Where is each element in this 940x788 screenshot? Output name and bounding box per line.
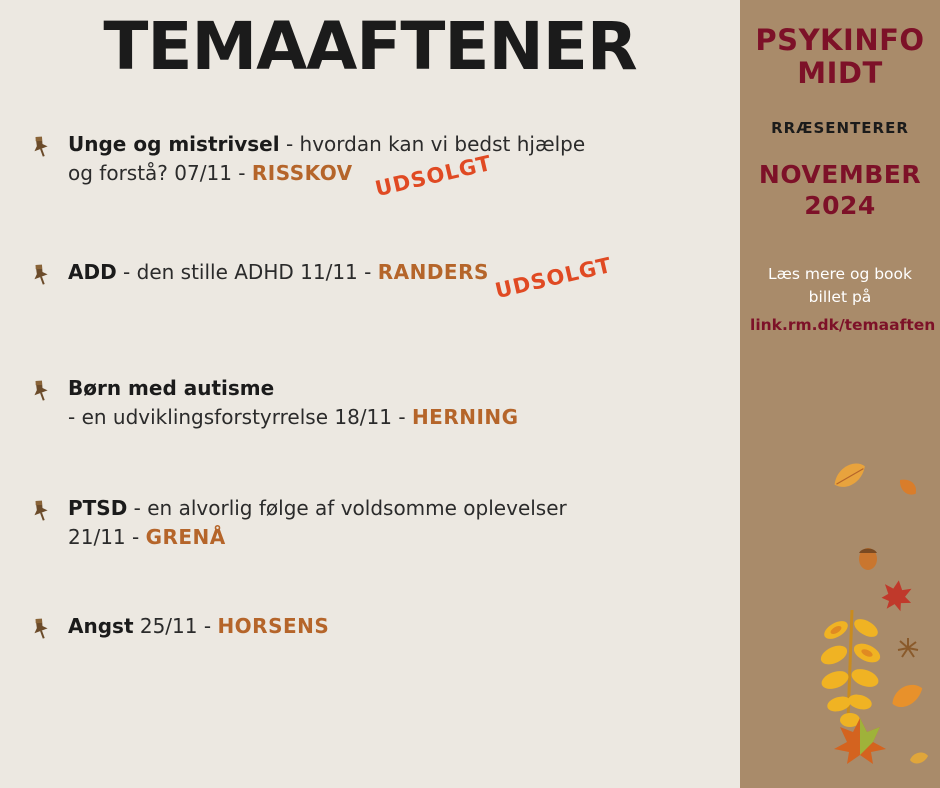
event-desc: 25/11 -: [133, 614, 218, 638]
event-city: RISSKOV: [251, 161, 353, 185]
event-desc-2: 21/11 -: [68, 525, 146, 549]
month-label: [740, 159, 940, 222]
event-desc-2: og forstå? 07/11 -: [68, 161, 252, 185]
event-line-1: [68, 130, 740, 159]
year-label: 2024: [804, 190, 876, 220]
event-line-1: [68, 374, 740, 403]
presents-label: RRÆSENTERER: [771, 118, 909, 137]
pushpin-icon: [26, 376, 54, 404]
event-desc-2: - en udviklingsforstyrrelse 18/11 -: [68, 405, 412, 429]
sidebar: [740, 0, 940, 788]
event-line-2: [68, 403, 740, 432]
pushpin-icon: [26, 614, 54, 642]
event-line-1: [68, 494, 740, 523]
page-title: TEMAAFTENER: [103, 8, 637, 85]
list-item[interactable]: [26, 130, 740, 202]
list-item[interactable]: [26, 252, 740, 304]
event-title: Angst: [68, 614, 134, 638]
list-item[interactable]: [26, 374, 740, 432]
event-desc: - en alvorlig følge af voldsomme oplevelser: [127, 496, 567, 520]
event-line-1: [68, 258, 740, 287]
event-desc: - den stille ADHD 11/11 -: [116, 260, 378, 284]
event-city: HERNING: [411, 405, 519, 429]
event-title: ADD: [68, 260, 117, 284]
booking-info: [740, 263, 940, 337]
status-badge: UDSOLGT: [492, 252, 615, 304]
event-city: HORSENS: [217, 614, 330, 638]
events-list: [0, 130, 740, 658]
pushpin-icon: [26, 260, 54, 288]
brand-line-1: PSYKINFO: [755, 23, 925, 57]
event-title: PTSD: [68, 496, 128, 520]
event-line-1: [68, 612, 740, 641]
list-item[interactable]: [26, 494, 740, 552]
event-city: RANDERS: [377, 260, 489, 284]
booking-line-1: Læs mere og book: [767, 265, 913, 284]
pushpin-icon: [26, 132, 54, 160]
brand-line-2: MIDT: [797, 56, 883, 91]
event-city: GRENÅ: [145, 525, 226, 549]
event-title: Børn med autisme: [68, 376, 275, 400]
booking-link[interactable]: link.rm.dk/temaaften: [750, 315, 936, 334]
pushpin-icon: [26, 496, 54, 524]
list-item[interactable]: [26, 612, 740, 658]
event-title: Unge og mistrivsel: [68, 132, 280, 156]
event-line-2: [68, 523, 740, 552]
brand-name: [740, 0, 940, 91]
status-badge: UDSOLGT: [372, 150, 495, 202]
booking-line-2: billet på: [808, 288, 872, 307]
month-name: NOVEMBER: [758, 159, 922, 189]
event-desc: - hvordan kan vi bedst hjælpe: [279, 132, 586, 156]
